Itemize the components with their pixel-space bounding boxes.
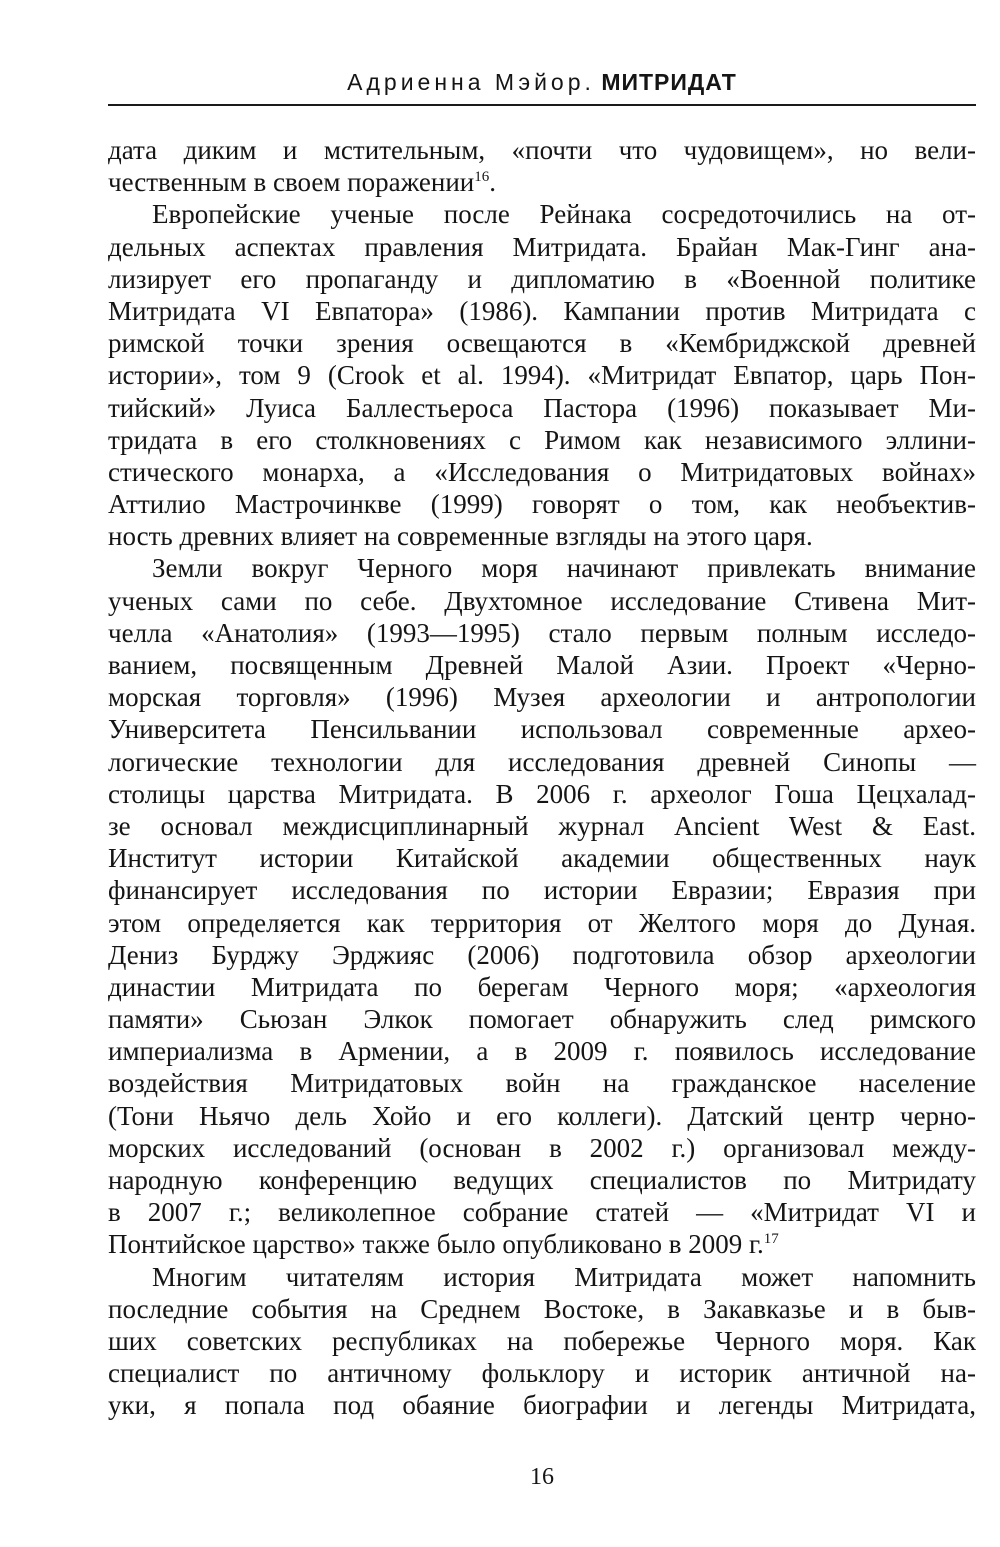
text-line: дельных аспектах правления Митридата. Брайан Мак-Гинг ана- <box>108 231 976 262</box>
text-line <box>108 1228 976 1260</box>
text-line: Университета Пенсильвании использовал современные архео- <box>108 714 976 745</box>
text-line: Институт истории Китайской академии общественных наук <box>108 843 976 874</box>
text-line: ность древних влияет на современные взгляды на этого царя. <box>108 521 813 552</box>
text-line: специалист по античному фольклору и историк античной на- <box>108 1358 976 1389</box>
text-line: тийский» Луиса Баллестьероса Пастора (1996) показывает Ми- <box>108 392 976 423</box>
text-line: челла «Анатолия» (1993—1995) стало первым полным исследо- <box>108 617 976 648</box>
text-line: ванием, посвященным Древней Малой Азии. Проект «Черно- <box>108 650 976 680</box>
text-line: ших советских республиках на побережье Черного моря. Как <box>108 1325 976 1356</box>
text-line-content: Понтийское царство» также было опубликовано в 2009 г. <box>108 1229 764 1260</box>
header-book-title: МИТРИДАТ <box>601 69 737 95</box>
text-line: этом определяется как территория от Желтого моря до Дуная. <box>108 907 976 938</box>
text-line: зе основал междисциплинарный журнал Ancient West & East. <box>108 810 976 841</box>
text-line: Митридата VI Евпатора» (1986). Кампании против Митридата с <box>108 295 976 326</box>
text-line: римской точки зрения освещаются в «Кембриджской древней <box>108 328 976 359</box>
text-line: народную конференцию ведущих специалистов по Митридату <box>108 1165 976 1195</box>
body-text <box>108 134 976 1422</box>
text-line: в 2007 г.; великолепное собрание статей — «Митридат VI и <box>108 1197 976 1228</box>
header-rule <box>108 104 976 106</box>
text-line: Земли вокруг Черного моря начинают привлекать внимание <box>152 553 976 584</box>
text-line-content: чественным в своем поражении <box>108 167 475 198</box>
text-line: Многим читателям история Митридата может напомнить <box>152 1261 976 1292</box>
text-line <box>108 166 976 198</box>
text-line: стического монарха, а «Исследования о Митридатовых войнах» <box>108 456 976 487</box>
sentence-period: . <box>489 167 496 198</box>
text-line: империализма в Армении, а в 2009 г. появилось исследование <box>108 1036 976 1067</box>
text-line: уки, я попала под обаяние биографии и легенды Митридата, <box>108 1390 976 1421</box>
text-line: воздействия Митридатовых войн на гражданское население <box>108 1068 976 1099</box>
text-line: (Тони Ньячо дель Хойо и его коллеги). Датский центр черно- <box>108 1100 976 1131</box>
text-line: морская торговля» (1996) Музея археологии и антропологии <box>108 682 976 713</box>
text-line: памяти» Сьюзан Элкок помогает обнаружить след римского <box>108 1004 976 1035</box>
footnote-ref: 17 <box>763 1231 779 1248</box>
footnote-ref: 16 <box>474 169 490 186</box>
text-line: морских исследований (основан в 2002 г.) организовал между- <box>108 1132 976 1163</box>
text-line: дата диким и мстительным, «почти что чудовищем», но вели- <box>108 135 976 165</box>
text-line: династии Митридата по берегам Черного моря; «археология <box>108 971 976 1002</box>
text-line: столицы царства Митридата. В 2006 г. археолог Гоша Цецхалад- <box>108 778 976 809</box>
running-head <box>108 62 976 102</box>
text-line: Европейские ученые после Рейнака сосредоточились на от- <box>152 199 976 230</box>
text-line: лизирует его пропаганду и дипломатию в «Военной политике <box>108 263 976 294</box>
text-line: логические технологии для исследования древней Синопы — <box>108 746 976 777</box>
page-number: 16 <box>530 1464 554 1490</box>
text-line: финансирует исследования по истории Евразии; Евразия при <box>108 875 976 906</box>
text-line: Дениз Бурджу Эрджияс (2006) подготовила обзор археологии <box>108 939 976 970</box>
text-line: Аттилио Мастрочинкве (1999) говорят о том, как необъектив- <box>108 489 976 520</box>
text-line: истории», том 9 (Crook et al. 1994). «Митридат Евпатор, царь Пон- <box>108 360 976 391</box>
text-line: ученых сами по себе. Двухтомное исследование Стивена Мит- <box>108 585 976 616</box>
text-line: последние события на Среднем Востоке, в Закавказье и в быв- <box>108 1293 976 1324</box>
text-line: тридата в его столкновениях с Римом как независимого эллини- <box>108 424 976 455</box>
header-author: Адриенна Мэйор. <box>347 69 595 95</box>
